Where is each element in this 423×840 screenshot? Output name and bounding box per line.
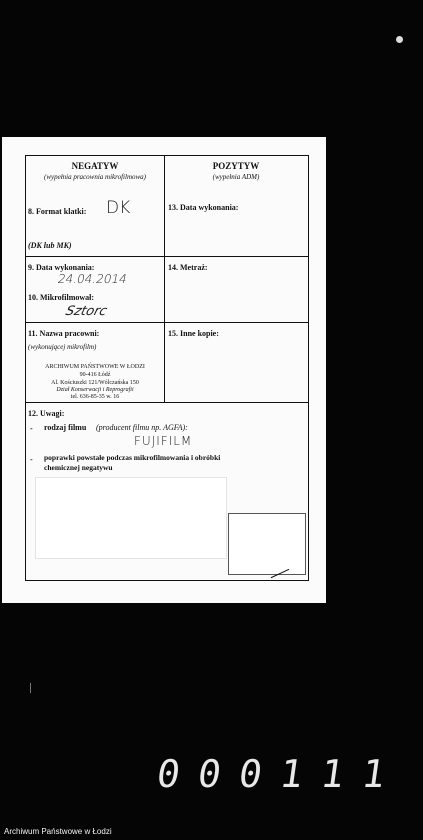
stamp-line: ARCHIWUM PAŃSTWOWE W ŁODZI [45, 364, 145, 370]
counter-digit: 1 [317, 752, 348, 796]
blank-paper-patch [35, 477, 227, 559]
microfilmed-by-label: 10. Mikrofilmował: [28, 293, 95, 302]
counter-digit: 1 [276, 752, 307, 796]
counter-digit: 0 [235, 752, 266, 796]
counter-digit: 0 [194, 752, 225, 796]
frame-counter [153, 752, 393, 796]
blank-square [228, 513, 306, 575]
frame-format-note: (DK lub MK) [28, 241, 72, 250]
counter-digit: 1 [358, 752, 389, 796]
negative-date-label: 9. Data wykonania: [28, 263, 95, 272]
film-type-hint: (producent filmu np. AGFA): [96, 423, 188, 432]
negatyw-subtitle: (wypełnia pracownia mikrofilmowa) [43, 173, 146, 181]
counter-digit: 0 [153, 752, 184, 796]
frame-format-label: 8. Format klatki: [28, 207, 87, 216]
microfilmed-by-value: Sztorc [63, 304, 109, 319]
length-label: 14. Metraż: [168, 263, 208, 272]
film-speck [396, 36, 403, 43]
row-divider [26, 402, 308, 403]
row-divider [26, 322, 308, 323]
lab-name-label: 11. Nazwa pracowni: [28, 329, 100, 338]
lab-name-subtitle: (wykonującej mikrofilm) [28, 343, 97, 351]
positive-date-label: 13. Data wykonania: [168, 203, 239, 212]
film-type-value: FUJIFILM [134, 434, 193, 448]
stamp-line: Dział Konserwacji i Reprografii [56, 387, 134, 393]
bullet: - [30, 455, 33, 464]
column-divider [164, 156, 165, 402]
stamp-line: 90-416 Łódź [79, 372, 111, 378]
corrections-label-2: chemicznej negatywu [44, 463, 113, 472]
remarks-label: 12. Uwagi: [28, 409, 65, 418]
other-copies-label: 15. Inne kopie: [168, 329, 219, 338]
pozytyw-subtitle: (wypełnia ADM) [212, 173, 260, 181]
pozytyw-title: POZYTYW [212, 161, 260, 171]
negatyw-title: NEGATYW [71, 161, 119, 171]
stamp-line: Al. Kościuszki 121/Wólczańska 150 [51, 380, 139, 386]
row-divider [26, 256, 308, 257]
corrections-label: poprawki powstałe podczas mikrofilmowania i obróbki [44, 453, 221, 462]
archive-footer: Archiwum Państwowe w Łodzi [4, 827, 112, 836]
microfilm-form-card [2, 137, 326, 603]
frame-format-value: DK [106, 198, 131, 218]
negative-date-value: 24.04.2014 [56, 272, 129, 286]
bullet: - [30, 424, 33, 433]
film-type-label: rodzaj filmu [44, 423, 87, 432]
stamp-line: tel. 636-85-35 w. 16 [70, 394, 120, 400]
film-scratch [30, 683, 31, 693]
